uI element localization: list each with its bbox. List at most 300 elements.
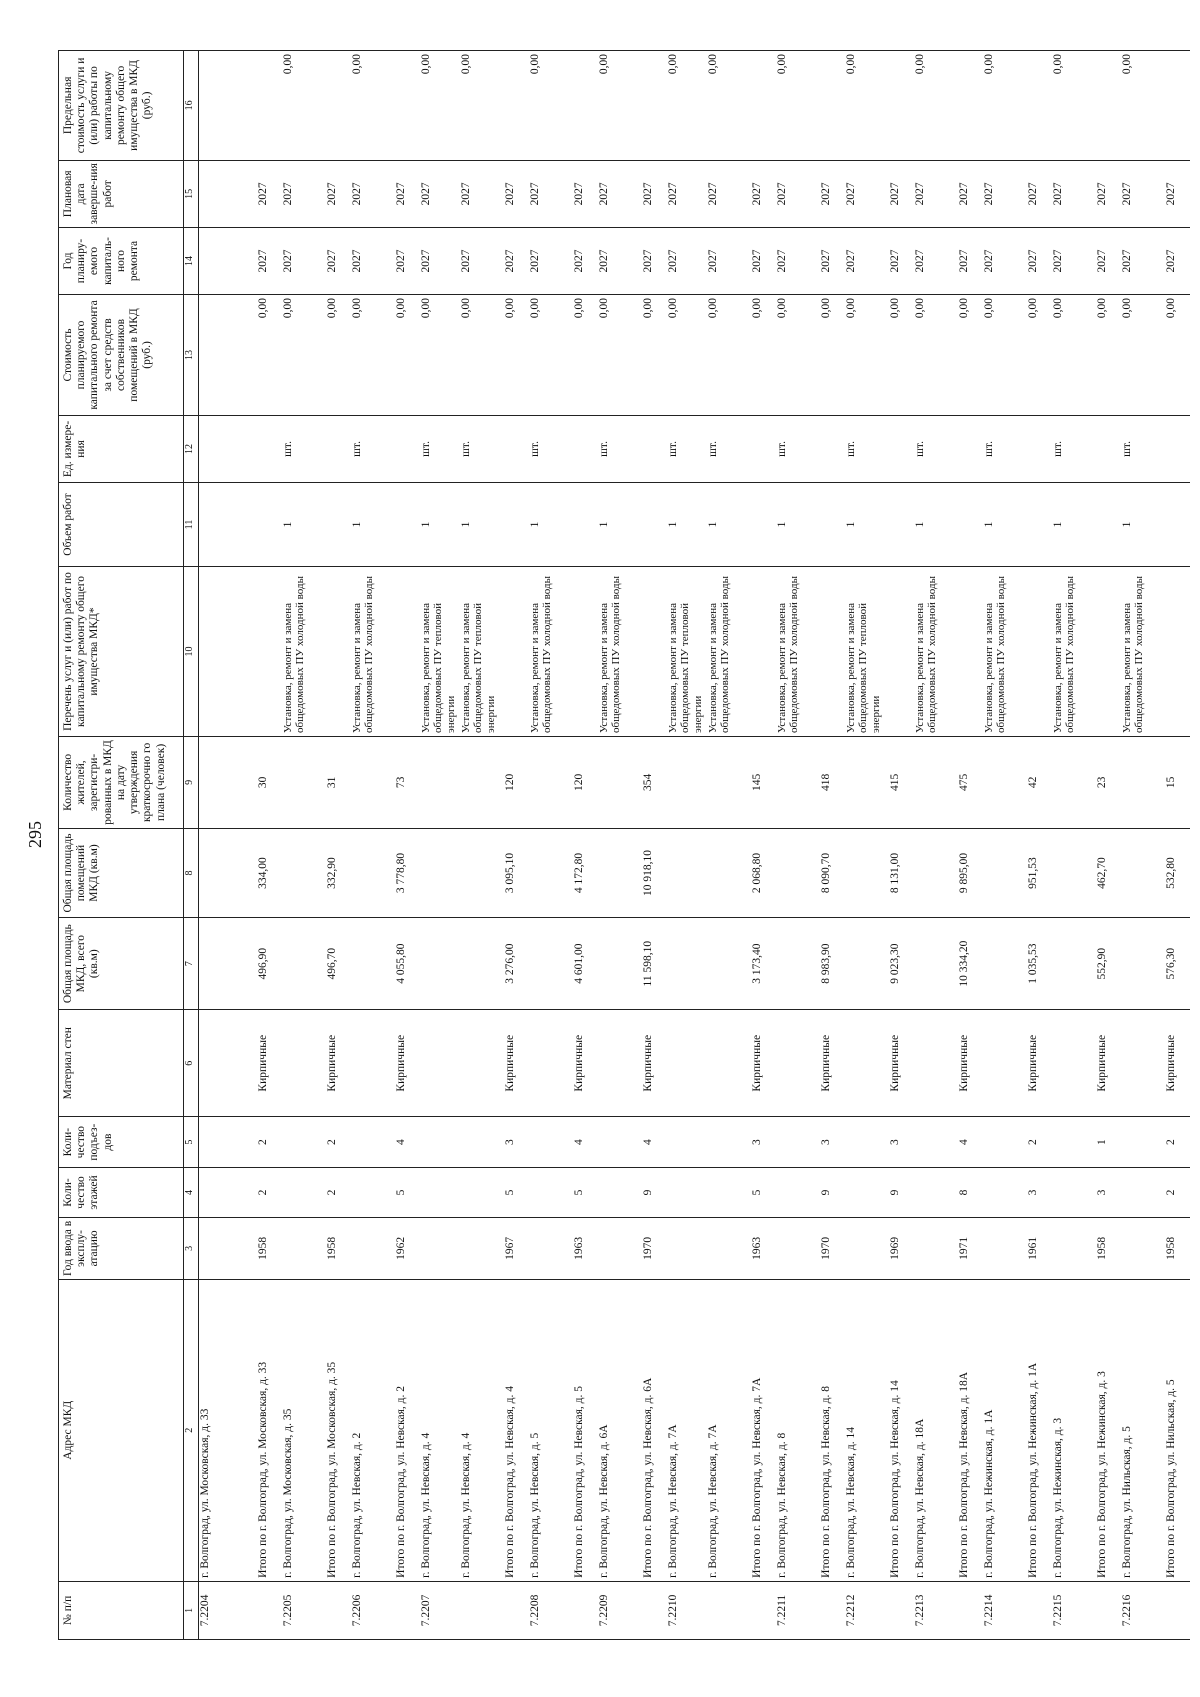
cell-num: 7.2214 xyxy=(983,1581,1023,1639)
cell-end-year: 2027 xyxy=(707,160,747,227)
cell-num: 7.2213 xyxy=(914,1581,954,1639)
cell-year: 1971 xyxy=(954,1218,983,1280)
cell-year-empty xyxy=(460,1218,500,1280)
table-row xyxy=(1121,51,1161,1640)
cell-residents: 145 xyxy=(747,737,776,829)
table-row xyxy=(199,51,254,1640)
table-row xyxy=(460,51,500,1640)
cell-floors-empty xyxy=(914,1167,954,1217)
cell-area-total-empty xyxy=(529,918,569,1010)
cell-num xyxy=(1092,1581,1121,1639)
col-header: Предельная стоимость услуги и (или) работы по капитальному ремонту общего имущества в МКД (руб.) xyxy=(59,51,184,161)
cell-limit: 0,00 xyxy=(282,51,322,161)
cell-area-rooms: 8 090,70 xyxy=(816,828,845,918)
cell-work-empty xyxy=(954,566,983,736)
col-number: 14 xyxy=(184,227,199,294)
cell-entrances-empty xyxy=(1052,1117,1092,1167)
cell-plan-year-total: 2027 xyxy=(1161,227,1190,294)
cell-entrances: 4 xyxy=(954,1117,983,1167)
cell-unit-empty xyxy=(1092,415,1121,482)
cell-area-rooms: 334,00 xyxy=(253,828,282,918)
cell-cost-total: 0,00 xyxy=(322,295,351,416)
cell-area-rooms-empty xyxy=(1121,828,1161,918)
cell-entrances: 1 xyxy=(1092,1117,1121,1167)
cell-total-label: Итого по г. Волгоград, ул. Невская, д. 4 xyxy=(500,1279,529,1581)
cell-plan-year: 2027 xyxy=(845,227,885,294)
col-number: 4 xyxy=(184,1167,199,1217)
cell-plan-year-total: 2027 xyxy=(885,227,914,294)
cell-area-rooms: 532,80 xyxy=(1161,828,1190,918)
cell-area-total-empty xyxy=(983,918,1023,1010)
cell-plan-year: 2027 xyxy=(351,227,391,294)
cell-plan-year-total: 2027 xyxy=(816,227,845,294)
cell-plan-year-total: 2027 xyxy=(322,227,351,294)
cell-area-rooms-empty xyxy=(983,828,1023,918)
table-row xyxy=(914,51,954,1640)
cell-entrances: 2 xyxy=(322,1117,351,1167)
cell-walls: Кирпичные xyxy=(1023,1010,1052,1117)
cell-num xyxy=(460,1581,500,1639)
cell-walls: Кирпичные xyxy=(500,1010,529,1117)
cell-address: г. Волгоград, ул. Московская, д. 33 xyxy=(199,1279,254,1581)
cell-floors-empty xyxy=(776,1167,816,1217)
cell-work: Установка, ремонт и замена общедомовых ПУ холодной воды xyxy=(1121,566,1161,736)
table-row-total xyxy=(1161,51,1190,1640)
cell-area-rooms-empty xyxy=(598,828,638,918)
cell-work: Установка, ремонт и замена общедомовых ПУ тепловой энергии xyxy=(460,566,500,736)
cell-walls: Кирпичные xyxy=(1161,1010,1190,1117)
cell-cost: 0,00 xyxy=(914,295,954,416)
cell-num: 7.2210 xyxy=(667,1581,707,1639)
cell-entrances-empty xyxy=(845,1117,885,1167)
cell-volume-empty xyxy=(1023,483,1052,567)
cell-floors: 5 xyxy=(500,1167,529,1217)
cell-unit: шт. xyxy=(460,415,500,482)
cell-walls-empty xyxy=(420,1010,460,1117)
cell-year-empty xyxy=(282,1218,322,1280)
cell-cost: 0,00 xyxy=(529,295,569,416)
cell-plan-year: 2027 xyxy=(420,227,460,294)
cell-entrances-empty xyxy=(199,1117,254,1167)
cell-area-total: 9 023,30 xyxy=(885,918,914,1010)
cell-plan-year: 2027 xyxy=(598,227,638,294)
cell-entrances-empty xyxy=(707,1117,747,1167)
cell-residents-empty xyxy=(351,737,391,829)
table-row-total xyxy=(1092,51,1121,1640)
cell-volume: 1 xyxy=(707,483,747,567)
cell-walls-empty xyxy=(282,1010,322,1117)
col-header: Год ввода в эксплу-атацию xyxy=(59,1218,184,1280)
cell-limit-empty xyxy=(1023,51,1052,161)
cell-floors-empty xyxy=(199,1167,254,1217)
cell-year-empty xyxy=(1121,1218,1161,1280)
cell-total-label: Итого по г. Волгоград, ул. Московская, д. 33 xyxy=(253,1279,282,1581)
cell-total-label: Итого по г. Волгоград, ул. Невская, д. 14 xyxy=(885,1279,914,1581)
cell-work-empty xyxy=(569,566,598,736)
table-row xyxy=(707,51,747,1640)
cell-entrances: 3 xyxy=(816,1117,845,1167)
cell-residents-empty xyxy=(707,737,747,829)
cell-floors-empty xyxy=(529,1167,569,1217)
cell-year-empty xyxy=(667,1218,707,1280)
cell-entrances: 3 xyxy=(500,1117,529,1167)
col-number: 2 xyxy=(184,1279,199,1581)
cell-volume: 1 xyxy=(1052,483,1092,567)
cell-floors-empty xyxy=(1121,1167,1161,1217)
cell-volume-empty xyxy=(500,483,529,567)
cell-address: г. Волгоград, ул. Невская, д. 6А xyxy=(598,1279,638,1581)
cell-year-empty xyxy=(351,1218,391,1280)
cell-residents-empty xyxy=(1052,737,1092,829)
cell-cost: 0,00 xyxy=(1052,295,1092,416)
cell-year-empty xyxy=(776,1218,816,1280)
cell-year: 1961 xyxy=(1023,1218,1052,1280)
cell-residents-empty xyxy=(199,737,254,829)
cell-walls-empty xyxy=(914,1010,954,1117)
cell-walls-empty xyxy=(351,1010,391,1117)
table-row-total xyxy=(747,51,776,1640)
cell-total-label: Итого по г. Волгоград, ул. Нежинская, д. 3 xyxy=(1092,1279,1121,1581)
cell-total-label: Итого по г. Волгоград, ул. Нильская, д. 5 xyxy=(1161,1279,1190,1581)
cell-residents: 31 xyxy=(322,737,351,829)
cell-entrances-empty xyxy=(1121,1117,1161,1167)
cell-limit: 0,00 xyxy=(420,51,460,161)
cell-cost-total: 0,00 xyxy=(747,295,776,416)
cell-plan-year: 2027 xyxy=(914,227,954,294)
cell-area-rooms: 951,53 xyxy=(1023,828,1052,918)
cell-total-label: Итого по г. Волгоград, ул. Московская, д. 35 xyxy=(322,1279,351,1581)
cell-work-empty xyxy=(1161,566,1190,736)
cell-plan-year-total: 2027 xyxy=(1023,227,1052,294)
cell-area-total-empty xyxy=(914,918,954,1010)
cell-volume: 1 xyxy=(282,483,322,567)
cell-year: 1969 xyxy=(885,1218,914,1280)
cell-area-total-empty xyxy=(707,918,747,1010)
table-row xyxy=(351,51,391,1640)
cell-end-year-total: 2027 xyxy=(500,160,529,227)
cell-end-year: 2027 xyxy=(598,160,638,227)
table-body xyxy=(184,51,1191,1640)
cell-address: г. Волгоград, ул. Нежинская, д. 3 xyxy=(1052,1279,1092,1581)
cell-volume: 1 xyxy=(667,483,707,567)
cell-num xyxy=(391,1581,420,1639)
cell-address: г. Волгоград, ул. Невская, д. 5 xyxy=(529,1279,569,1581)
cell-residents-empty xyxy=(529,737,569,829)
cell-volume: 1 xyxy=(598,483,638,567)
cell-floors-empty xyxy=(598,1167,638,1217)
cell-entrances-empty xyxy=(667,1117,707,1167)
cell-area-total: 576,30 xyxy=(1161,918,1190,1010)
cell-floors: 2 xyxy=(1161,1167,1190,1217)
cell-walls-empty xyxy=(460,1010,500,1117)
cell-area-total-empty xyxy=(598,918,638,1010)
table-row-total xyxy=(885,51,914,1640)
cell-volume-empty xyxy=(1092,483,1121,567)
cell-work-empty xyxy=(747,566,776,736)
cell-end-year-total: 2027 xyxy=(747,160,776,227)
cell-limit xyxy=(199,51,254,161)
col-header: Перечень услуг и (или) работ по капитальному ремонту общего имущества МКД* xyxy=(59,566,184,736)
cell-volume-empty xyxy=(1161,483,1190,567)
cell-area-rooms-empty xyxy=(529,828,569,918)
cell-unit: шт. xyxy=(776,415,816,482)
cell-limit: 0,00 xyxy=(1052,51,1092,161)
table-row-total xyxy=(638,51,667,1640)
cell-unit: шт. xyxy=(914,415,954,482)
cell-year: 1967 xyxy=(500,1218,529,1280)
cell-end-year: 2027 xyxy=(420,160,460,227)
cell-volume: 1 xyxy=(351,483,391,567)
cell-residents-empty xyxy=(1121,737,1161,829)
cell-year: 1970 xyxy=(816,1218,845,1280)
cell-entrances-empty xyxy=(983,1117,1023,1167)
cell-walls: Кирпичные xyxy=(747,1010,776,1117)
col-number: 7 xyxy=(184,918,199,1010)
col-header: Адрес МКД xyxy=(59,1279,184,1581)
cell-volume: 1 xyxy=(983,483,1023,567)
col-number: 15 xyxy=(184,160,199,227)
cell-end-year-total: 2027 xyxy=(322,160,351,227)
cell-walls-empty xyxy=(776,1010,816,1117)
cell-walls-empty xyxy=(707,1010,747,1117)
cell-entrances: 3 xyxy=(747,1117,776,1167)
cell-entrances: 3 xyxy=(885,1117,914,1167)
cell-floors: 9 xyxy=(816,1167,845,1217)
cell-limit-empty xyxy=(253,51,282,161)
cell-work-empty xyxy=(322,566,351,736)
cell-area-rooms-empty xyxy=(707,828,747,918)
cell-residents-empty xyxy=(776,737,816,829)
table-row xyxy=(845,51,885,1640)
cell-area-total: 496,70 xyxy=(322,918,351,1010)
cell-unit-empty xyxy=(253,415,282,482)
cell-address: г. Волгоград, ул. Невская, д. 18А xyxy=(914,1279,954,1581)
cell-num: 7.2204 xyxy=(199,1581,254,1639)
cell-entrances: 4 xyxy=(638,1117,667,1167)
col-number: 3 xyxy=(184,1218,199,1280)
cell-num: 7.2206 xyxy=(351,1581,391,1639)
cell-walls: Кирпичные xyxy=(638,1010,667,1117)
cell-entrances-empty xyxy=(351,1117,391,1167)
cell-area-rooms-empty xyxy=(351,828,391,918)
page-number: 295 xyxy=(25,821,45,848)
cell-end-year: 2027 xyxy=(460,160,500,227)
cell-cost: 0,00 xyxy=(667,295,707,416)
cell-area-rooms-empty xyxy=(282,828,322,918)
cell-plan-year-total: 2027 xyxy=(569,227,598,294)
cell-work-empty xyxy=(638,566,667,736)
cell-volume-empty xyxy=(253,483,282,567)
cell-residents: 120 xyxy=(569,737,598,829)
cell-end-year-total: 2027 xyxy=(954,160,983,227)
cell-area-rooms: 462,70 xyxy=(1092,828,1121,918)
cell-limit-empty xyxy=(500,51,529,161)
cell-area-total: 4 601,00 xyxy=(569,918,598,1010)
cell-unit: шт. xyxy=(529,415,569,482)
cell-end-year-total: 2027 xyxy=(1023,160,1052,227)
cell-area-total: 4 055,80 xyxy=(391,918,420,1010)
cell-plan-year-total: 2027 xyxy=(638,227,667,294)
cell-volume xyxy=(199,483,254,567)
cell-area-total: 3 276,00 xyxy=(500,918,529,1010)
cell-end-year: 2027 xyxy=(282,160,322,227)
cell-year: 1958 xyxy=(1161,1218,1190,1280)
table-row-total xyxy=(391,51,420,1640)
col-header: № п/п xyxy=(59,1581,184,1639)
col-header: Материал стен xyxy=(59,1010,184,1117)
cell-cost-total: 0,00 xyxy=(1161,295,1190,416)
table-row xyxy=(776,51,816,1640)
cell-plan-year-total: 2027 xyxy=(391,227,420,294)
cell-unit: шт. xyxy=(707,415,747,482)
col-number: 13 xyxy=(184,295,199,416)
cell-work: Установка, ремонт и замена общедомовых ПУ холодной воды xyxy=(282,566,322,736)
cell-end-year: 2027 xyxy=(667,160,707,227)
table-row xyxy=(667,51,707,1640)
cell-work: Установка, ремонт и замена общедомовых ПУ холодной воды xyxy=(1052,566,1092,736)
cell-num xyxy=(500,1581,529,1639)
col-header: Количество жителей, зарегистри-рованных в МКД на дату утверждения краткосрочно го плана (человек) xyxy=(59,737,184,829)
cell-address: г. Волгоград, ул. Невская, д. 4 xyxy=(420,1279,460,1581)
cell-work: Установка, ремонт и замена общедомовых ПУ холодной воды xyxy=(983,566,1023,736)
cell-unit: шт. xyxy=(1052,415,1092,482)
cell-limit: 0,00 xyxy=(914,51,954,161)
cell-work: Установка, ремонт и замена общедомовых ПУ тепловой энергии xyxy=(667,566,707,736)
cell-cost-total: 0,00 xyxy=(569,295,598,416)
cell-area-rooms: 8 131,00 xyxy=(885,828,914,918)
cell-plan-year xyxy=(199,227,254,294)
cell-entrances: 2 xyxy=(253,1117,282,1167)
cell-area-rooms: 2 068,80 xyxy=(747,828,776,918)
cell-cost-total: 0,00 xyxy=(391,295,420,416)
cell-limit: 0,00 xyxy=(707,51,747,161)
cell-cost: 0,00 xyxy=(1121,295,1161,416)
cell-end-year: 2027 xyxy=(351,160,391,227)
cell-unit-empty xyxy=(816,415,845,482)
cell-year: 1963 xyxy=(747,1218,776,1280)
cell-volume-empty xyxy=(885,483,914,567)
cell-cost-total: 0,00 xyxy=(954,295,983,416)
cell-floors-empty xyxy=(460,1167,500,1217)
cell-num xyxy=(1023,1581,1052,1639)
cell-num xyxy=(569,1581,598,1639)
cell-area-total-empty xyxy=(1121,918,1161,1010)
cell-unit-empty xyxy=(747,415,776,482)
table-row xyxy=(598,51,638,1640)
cell-area-total: 552,90 xyxy=(1092,918,1121,1010)
cell-entrances-empty xyxy=(914,1117,954,1167)
cell-year-empty xyxy=(529,1218,569,1280)
table-row xyxy=(529,51,569,1640)
table-row-total xyxy=(1023,51,1052,1640)
cell-residents-empty xyxy=(460,737,500,829)
cell-total-label: Итого по г. Волгоград, ул. Невская, д. 6А xyxy=(638,1279,667,1581)
table-row xyxy=(983,51,1023,1640)
cell-num xyxy=(885,1581,914,1639)
cell-unit xyxy=(199,415,254,482)
cell-walls: Кирпичные xyxy=(391,1010,420,1117)
cell-floors: 3 xyxy=(1092,1167,1121,1217)
cell-residents-empty xyxy=(598,737,638,829)
cell-residents-empty xyxy=(914,737,954,829)
cell-limit: 0,00 xyxy=(845,51,885,161)
cell-num: 7.2211 xyxy=(776,1581,816,1639)
cell-cost: 0,00 xyxy=(776,295,816,416)
cell-year: 1963 xyxy=(569,1218,598,1280)
cell-area-rooms: 3 778,80 xyxy=(391,828,420,918)
cell-unit-empty xyxy=(569,415,598,482)
cell-walls: Кирпичные xyxy=(816,1010,845,1117)
cell-limit-empty xyxy=(391,51,420,161)
cell-volume-empty xyxy=(816,483,845,567)
cell-limit: 0,00 xyxy=(776,51,816,161)
cell-work: Установка, ремонт и замена общедомовых ПУ холодной воды xyxy=(351,566,391,736)
cell-work-empty xyxy=(885,566,914,736)
table-row-total xyxy=(322,51,351,1640)
cell-walls-empty xyxy=(598,1010,638,1117)
cell-floors-empty xyxy=(420,1167,460,1217)
cell-plan-year: 2027 xyxy=(983,227,1023,294)
cell-address: г. Волгоград, ул. Невская, д. 4 xyxy=(460,1279,500,1581)
cell-residents: 418 xyxy=(816,737,845,829)
cell-floors: 3 xyxy=(1023,1167,1052,1217)
cell-address: г. Волгоград, ул. Нильская, д. 5 xyxy=(1121,1279,1161,1581)
cell-walls-empty xyxy=(1121,1010,1161,1117)
cell-area-total: 1 035,53 xyxy=(1023,918,1052,1010)
cell-floors-empty xyxy=(1052,1167,1092,1217)
cell-num xyxy=(707,1581,747,1639)
cell-limit: 0,00 xyxy=(598,51,638,161)
cell-area-rooms: 10 918,10 xyxy=(638,828,667,918)
cell-unit-empty xyxy=(885,415,914,482)
header-row xyxy=(59,51,184,1640)
cell-area-rooms-empty xyxy=(1052,828,1092,918)
cell-num xyxy=(253,1581,282,1639)
cell-end-year: 2027 xyxy=(845,160,885,227)
cell-limit-empty xyxy=(885,51,914,161)
cell-work: Установка, ремонт и замена общедомовых ПУ тепловой энергии xyxy=(845,566,885,736)
cell-work-empty xyxy=(816,566,845,736)
cell-work: Установка, ремонт и замена общедомовых ПУ тепловой энергии xyxy=(420,566,460,736)
col-header: Коли-чество подъез-дов xyxy=(59,1117,184,1167)
cell-end-year: 2027 xyxy=(983,160,1023,227)
cell-cost xyxy=(199,295,254,416)
cell-plan-year: 2027 xyxy=(776,227,816,294)
cell-residents-empty xyxy=(420,737,460,829)
cell-walls: Кирпичные xyxy=(885,1010,914,1117)
cell-year-empty xyxy=(707,1218,747,1280)
cell-unit-empty xyxy=(954,415,983,482)
cell-volume: 1 xyxy=(845,483,885,567)
cell-limit-empty xyxy=(569,51,598,161)
cell-num xyxy=(322,1581,351,1639)
cell-cost: 0,00 xyxy=(983,295,1023,416)
cell-work: Установка, ремонт и замена общедомовых ПУ холодной воды xyxy=(598,566,638,736)
cell-end-year-total: 2027 xyxy=(569,160,598,227)
cell-work-empty xyxy=(253,566,282,736)
cell-year: 1970 xyxy=(638,1218,667,1280)
cell-unit-empty xyxy=(638,415,667,482)
col-number: 6 xyxy=(184,1010,199,1117)
cell-plan-year: 2027 xyxy=(1121,227,1161,294)
cell-total-label: Итого по г. Волгоград, ул. Нежинская, д. 1А xyxy=(1023,1279,1052,1581)
col-header: Стоимость планируемого капитального ремонта за счет средств собственников помещений в МКД (руб.) xyxy=(59,295,184,416)
column-number-row xyxy=(184,51,199,1640)
col-number: 10 xyxy=(184,566,199,736)
cell-volume-empty xyxy=(954,483,983,567)
cell-num xyxy=(747,1581,776,1639)
cell-residents: 42 xyxy=(1023,737,1052,829)
